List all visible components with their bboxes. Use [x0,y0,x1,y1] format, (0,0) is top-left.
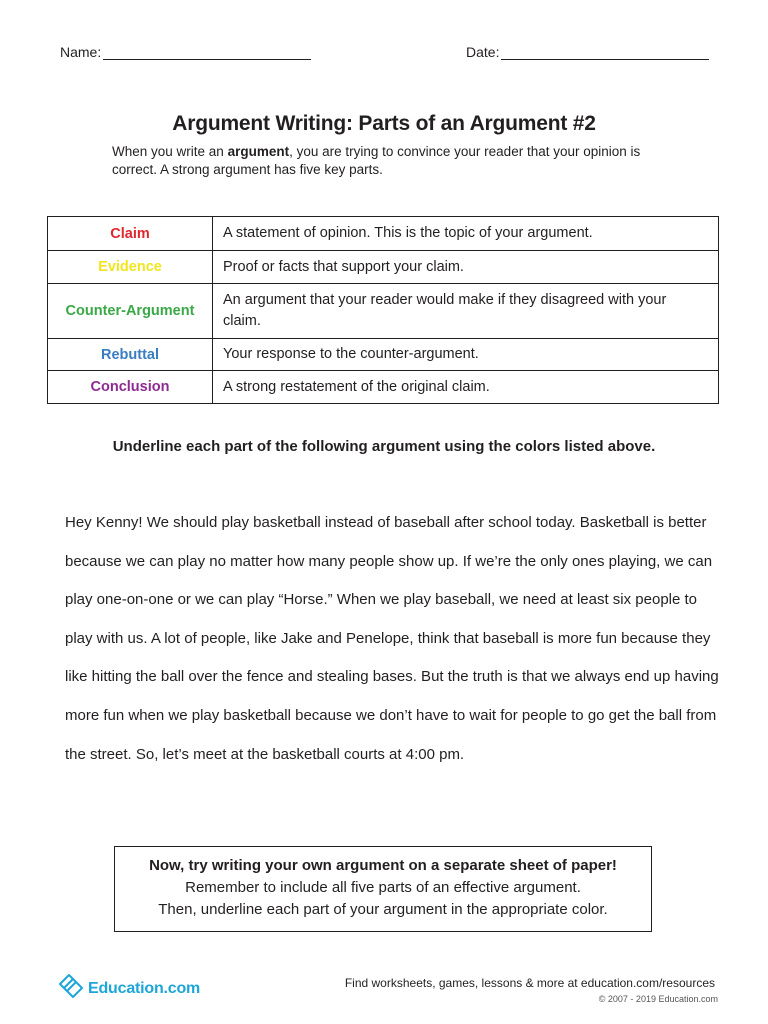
table-row [48,284,719,339]
writing-prompt-box [114,846,652,932]
definition-cell: A strong restatement of the original claim. [213,371,719,404]
table-row [48,217,719,251]
definition-cell: A statement of opinion. This is the topic of your argument. [213,217,719,251]
name-line[interactable] [103,42,311,60]
education-logo[interactable] [56,968,200,998]
intro-bold: argument [227,144,290,159]
date-field [466,42,709,60]
instruction-text: Underline each part of the following argument using the colors listed above. [112,438,656,455]
date-line[interactable] [501,42,709,60]
prompt-line-1: Remember to include all five parts of an effective argument. [185,879,581,896]
term-cell: Claim [48,217,213,251]
definition-cell: Your response to the counter-argument. [213,339,719,371]
term-cell: Conclusion [48,371,213,404]
name-field [60,42,311,60]
term-cell: Rebuttal [48,339,213,371]
definition-cell: An argument that your reader would make if they disagreed with your claim. [213,284,719,339]
prompt-line-2: Then, underline each part of your argument in the appropriate color. [158,901,608,918]
footer-copyright: © 2007 - 2019 Education.com [598,994,718,1004]
logo-text: Education.com [88,980,201,997]
table-row [48,339,719,371]
intro-after: , you are trying to convince your reader that your opinion is correct. A strong argument has five key parts. [112,144,641,177]
page-title: Argument Writing: Parts of an Argument #2 [172,112,596,135]
footer-find-text[interactable]: Find worksheets, games, lessons & more at education.com/resources [344,976,715,990]
header-row [60,42,708,66]
definition-cell: Proof or facts that support your claim. [213,251,719,284]
argument-passage: Hey Kenny! We should play basketball instead of baseball after school today. Basketball is better because we can play no matter how many people show up. If we’re the only ones playing, we can play one-on-one or we can play “Horse.” When we play baseball, we need at least six people to play with us. A lot of people, like Jake and Penelope, think that baseball is more fun because they like hitting the ball over the fence and stealing bases. But the truth is that we always end up having more fun when we play basketball because we don’t have to wait for people to go get the ball from the street. So, let’s meet at the basketball courts at 4:00 pm. [65,514,719,763]
parts-table [47,216,719,404]
table-row [48,371,719,404]
table-row [48,251,719,284]
intro-before: When you write an [112,144,228,159]
term-cell: Evidence [48,251,213,284]
date-label: Date: [466,44,500,60]
name-label: Name: [60,44,102,60]
intro-text [112,143,672,179]
education-logo-icon [56,968,86,998]
term-cell: Counter-Argument [48,284,213,339]
prompt-title: Now, try writing your own argument on a separate sheet of paper! [149,857,617,874]
